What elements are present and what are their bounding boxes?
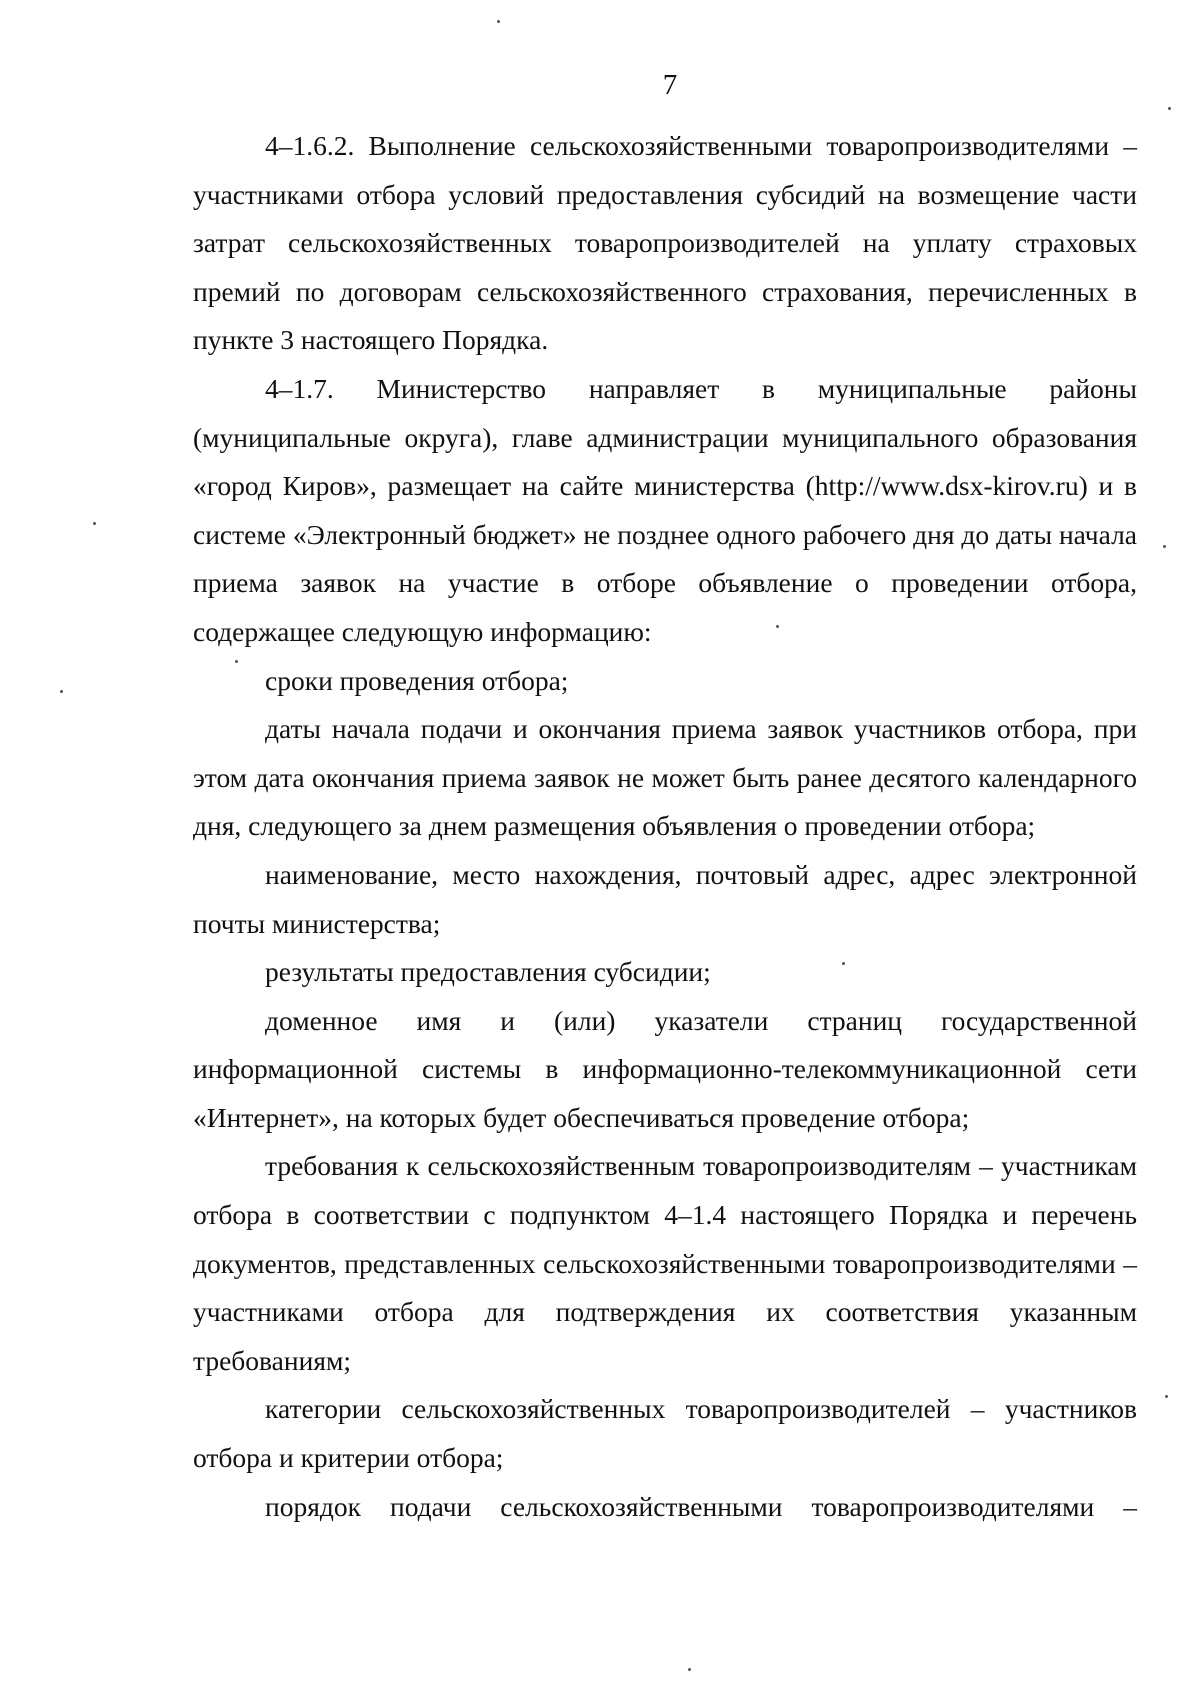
scan-speck <box>776 625 779 628</box>
scan-speck <box>1168 107 1171 110</box>
paragraph-4-1-6-2: 4–1.6.2. Выполнение сельскохозяйственными товаропроизводителями – участниками отбора условий предоставления субсидий на возмещение части затрат сельскохозяйственных товаропроизводителей на уплату страховых премий по договорам сельскохозяйственного страхования, перечисленных в пункте 3 настоящего Порядка. <box>193 130 1137 356</box>
document-body <box>193 122 1137 1531</box>
scan-speck <box>235 660 238 663</box>
scan-speck <box>1165 1395 1168 1398</box>
scan-speck <box>688 1668 691 1671</box>
list-item-domain-name: доменное имя и (или) указатели страниц государственной информационной системы в информационно-телекоммуникационной сети «Интернет», на которых будет обеспечиваться проведение отбора; <box>193 1004 1137 1133</box>
list-item-selection-dates: сроки проведения отбора; <box>265 664 569 696</box>
page-number: 7 <box>662 69 678 101</box>
list-item-submission-order: порядок подачи сельскохозяйственными товаропроизводителями – <box>265 1490 1137 1522</box>
list-item-subsidy-results: результаты предоставления субсидии; <box>265 956 711 988</box>
scan-speck <box>842 962 845 965</box>
scan-speck <box>93 522 96 525</box>
scan-speck <box>60 690 63 693</box>
list-item-requirements: требования к сельскохозяйственным товаропроизводителям – участникам отбора в соответствии с подпунктом 4–1.4 настоящего Порядка и перечень документов, представленных сельскохозяйственными товаропроизводителями – участниками отбора для подтверждения их соответствия указанным требованиям; <box>193 1150 1137 1376</box>
scan-speck <box>1163 545 1166 548</box>
list-item-application-dates: даты начала подачи и окончания приема заявок участников отбора, при этом дата окончания приема заявок не может быть ранее десятого календарного дня, следующего за днем размещения объявления о проведении отбора; <box>193 713 1137 842</box>
scan-speck <box>497 20 500 23</box>
list-item-ministry-contacts: наименование, место нахождения, почтовый адрес, адрес электронной почты министерства; <box>193 858 1137 939</box>
list-item-categories: категории сельскохозяйственных товаропроизводителей – участников отбора и критерии отбора; <box>193 1393 1137 1474</box>
paragraph-4-1-7: 4–1.7. Министерство направляет в муниципальные районы (муниципальные округа), главе администрации муниципального образования «город Киров», размещает на сайте министерства (http://www.dsx-kirov.ru) и в системе «Электронный бюджет» не позднее одного рабочего дня до даты начала приема заявок на участие в отборе объявление о проведении отбора, содержащее следующую информацию: <box>193 372 1137 647</box>
